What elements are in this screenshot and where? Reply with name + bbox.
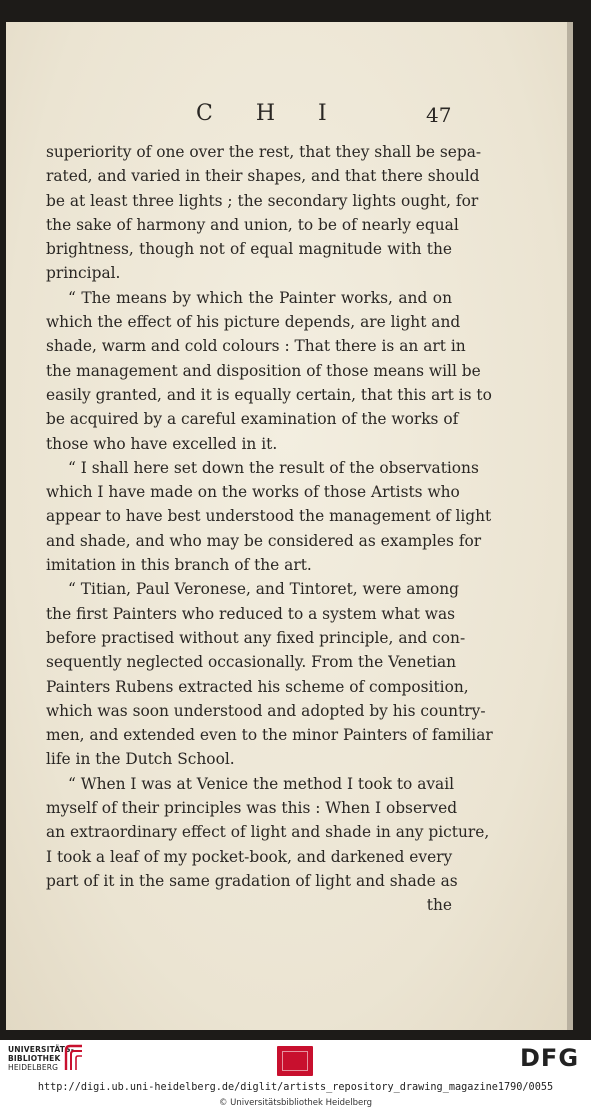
permalink-url[interactable]: http://digi.ub.uni-heidelberg.de/diglit/artists_repository_drawing_magazine1790/0055 — [37, 1082, 554, 1093]
text-line: rated, and varied in their shapes, and that there should — [46, 167, 480, 186]
text-line: superiority of one over the rest, that they shall be sepa- — [46, 143, 482, 161]
book-page — [6, 22, 567, 1030]
text-line: brightness, though not of equal magnitude with the — [46, 240, 452, 259]
text-line: men, and extended even to the minor Painters of familiar — [46, 726, 493, 745]
institution-line: BIBLIOTHEK — [8, 1054, 61, 1063]
text-line: shade, warm and cold colours : That there is an art in — [46, 337, 466, 356]
text-line: be at least three lights ; the secondary lights ought, for — [46, 191, 479, 210]
text-line: life in the Dutch School. — [46, 750, 235, 769]
badge-frame — [282, 1051, 308, 1071]
text-line: easily granted, and it is equally certain, that this art is to — [46, 385, 492, 404]
text-line: “ The means by which the Painter works, and on — [68, 288, 452, 307]
text-line: Painters Rubens extracted his scheme of composition, — [46, 677, 469, 696]
text-line: those who have excelled in it. — [46, 434, 278, 453]
text-line: the management and disposition of those means will be — [46, 361, 481, 380]
text-line: before practised without any fixed principle, and con- — [46, 628, 466, 647]
text-line: appear to have best understood the management of light — [46, 507, 492, 526]
body-text — [46, 140, 493, 918]
text-line: be acquired by a careful examination of the works of — [46, 410, 459, 429]
text-line: “ Titian, Paul Veronese, and Tintoret, were among — [68, 580, 459, 599]
page-edge — [567, 22, 573, 1030]
running-head — [6, 101, 567, 131]
text-line: principal. — [46, 264, 121, 283]
text-line: part of it in the same gradation of light and shade as — [46, 871, 458, 890]
text-line: an extraordinary effect of light and shade in any picture, — [46, 823, 490, 842]
catchword: the — [426, 896, 452, 915]
university-library-logo[interactable] — [8, 1044, 88, 1074]
text-line: the first Painters who reduced to a system what was — [46, 604, 456, 623]
text-line: I took a leaf of my pocket-book, and darkened every — [46, 847, 453, 866]
text-line: sequently neglected occasionally. From the Venetian — [46, 653, 457, 672]
university-seal-icon — [62, 1044, 86, 1072]
text-line: which the effect of his picture depends, are light and — [46, 313, 461, 332]
text-line: myself of their principles was this : When I observed — [46, 799, 458, 818]
running-title: C H I — [196, 101, 345, 126]
text-line: “ I shall here set down the result of the observations — [68, 458, 479, 477]
text-line: and shade, and who may be considered as examples for — [46, 531, 482, 550]
institution-line: UNIVERSITÄTS- — [8, 1045, 75, 1054]
text-line: which was soon understood and adopted by his country- — [46, 701, 486, 720]
dfg-logo[interactable]: DFG — [520, 1044, 580, 1072]
text-line: imitation in this branch of the art. — [46, 556, 312, 575]
institution-line: HEIDELBERG — [8, 1063, 59, 1072]
page-number: 47 — [426, 103, 452, 127]
text-line: “ When I was at Venice the method I took to avail — [68, 774, 455, 793]
text-line: the sake of harmony and union, to be of nearly equal — [46, 215, 459, 234]
viewer-footer — [0, 1040, 591, 1113]
digital-repository-badge-icon[interactable] — [277, 1046, 313, 1076]
text-line: which I have made on the works of those Artists who — [46, 483, 460, 502]
copyright-notice: © Universitätsbibliothek Heidelberg — [218, 1098, 372, 1108]
